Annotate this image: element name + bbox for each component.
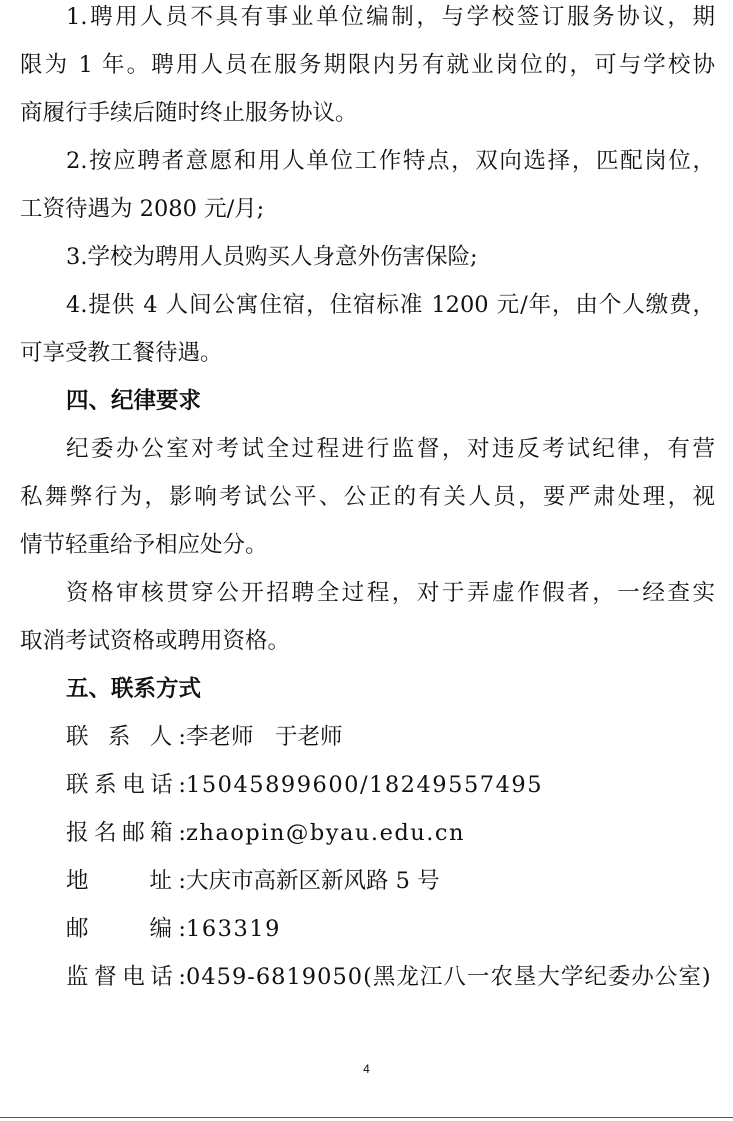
contact-postcode-value: 163319 xyxy=(186,916,281,942)
contact-person-value: 李老师 于老师 xyxy=(186,724,343,750)
paragraph-2-line-2: 工资待遇为 2080 元/月; xyxy=(20,196,265,222)
paragraph-4-line-2: 可享受教工餐待遇。 xyxy=(20,340,223,366)
paragraph-1-line-1: 1.聘用人员不具有事业单位编制，与学校签订服务协议，期 xyxy=(66,4,715,30)
paragraph-3-line-1: 3.学校为聘用人员购买人身意外伤害保险; xyxy=(66,244,478,270)
paragraph-1-line-2: 限为 1 年。聘用人员在服务期限内另有就业岗位的，可与学校协 xyxy=(20,52,715,78)
contact-supervise-row xyxy=(66,962,712,992)
paragraph-4-line-1: 4.提供 4 人间公寓住宿，住宿标准 1200 元/年，由个人缴费， xyxy=(66,292,715,318)
paragraph-5-line-1: 纪委办公室对考试全过程进行监督，对违反考试纪律，有营 xyxy=(66,436,715,462)
paragraph-6-line-1: 资格审核贯穿公开招聘全过程，对于弄虚作假者，一经查实 xyxy=(66,580,715,606)
contact-person-label: 联 系 人: xyxy=(66,724,186,750)
contact-address-label: 地 址: xyxy=(66,868,186,894)
contact-supervise-value: 0459-6819050(黑龙江八一农垦大学纪委办公室) xyxy=(186,964,712,990)
contact-postcode-label: 邮 编: xyxy=(66,916,186,942)
section-heading-4: 四、纪律要求 xyxy=(66,388,202,414)
contact-postcode-row xyxy=(66,914,281,944)
paragraph-5-line-3: 情节轻重给予相应处分。 xyxy=(20,532,268,558)
contact-address-row xyxy=(66,866,440,896)
contact-phone-label: 联系电话: xyxy=(66,772,186,798)
contact-phone-value: 15045899600/18249557495 xyxy=(186,772,544,798)
contact-email-value[interactable]: zhaopin@byau.edu.cn xyxy=(186,820,466,846)
paragraph-2-line-1: 2.按应聘者意愿和用人单位工作特点，双向选择，匹配岗位， xyxy=(66,148,715,174)
paragraph-1-line-3: 商履行手续后随时终止服务协议。 xyxy=(20,100,358,126)
paragraph-6-line-2: 取消考试资格或聘用资格。 xyxy=(20,628,291,654)
paragraph-5-line-2: 私舞弊行为，影响考试公平、公正的有关人员，要严肃处理，视 xyxy=(20,484,715,510)
contact-supervise-label: 监督电话: xyxy=(66,964,186,990)
section-heading-5: 五、联系方式 xyxy=(66,676,202,702)
contact-phone-row xyxy=(66,770,543,800)
contact-email-label: 报名邮箱: xyxy=(66,820,186,846)
bottom-divider xyxy=(0,1117,733,1118)
contact-address-value: 大庆市高新区新风路 5 号 xyxy=(186,868,440,894)
contact-email-row xyxy=(66,818,465,848)
page-number: 4 xyxy=(363,1062,370,1076)
contact-person-row xyxy=(66,722,342,752)
